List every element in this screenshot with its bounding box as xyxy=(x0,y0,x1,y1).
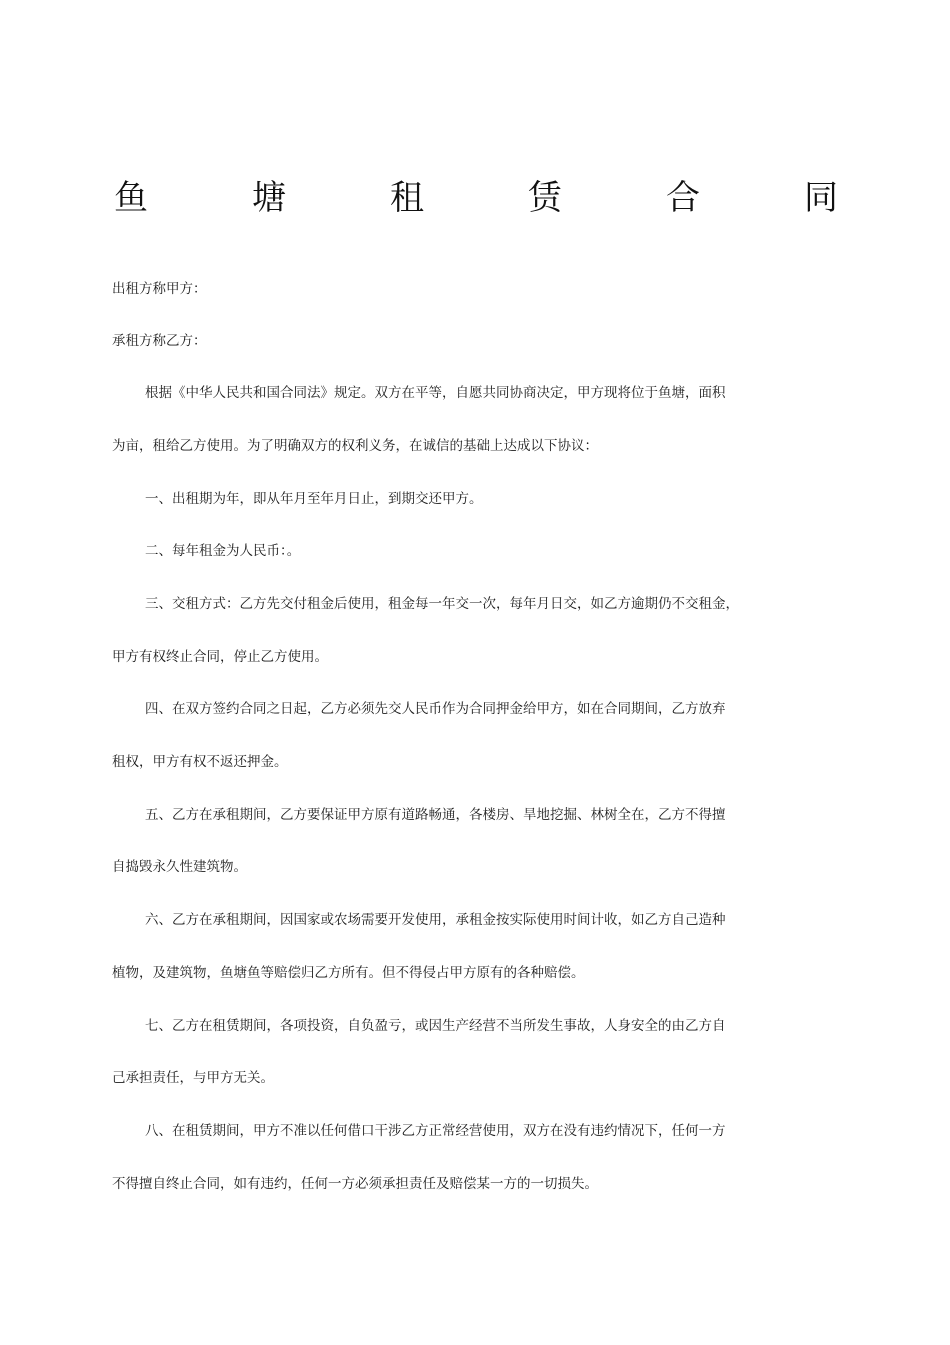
clause-5-line-1: 五、乙方在承租期间，乙方要保证甲方原有道路畅通，各楼房、旱地挖掘、林树全在，乙方不得擅 xyxy=(145,807,726,823)
clause-6-line-2: 植物，及建筑物，鱼塘鱼等赔偿归乙方所有。但不得侵占甲方原有的各种赔偿。 xyxy=(112,965,585,981)
title-char: 租 xyxy=(390,178,424,218)
clause-7-line-2: 己承担责任，与甲方无关。 xyxy=(112,1070,274,1086)
clause-4-line-2: 租权，甲方有权不返还押金。 xyxy=(112,754,288,770)
title-char: 合 xyxy=(666,178,700,218)
clause-1: 一、出租期为年，即从年月至年月日止，到期交还甲方。 xyxy=(145,491,483,507)
lessee-line: 承租方称乙方： xyxy=(112,333,207,349)
clause-8-line-2: 不得擅自终止合同，如有违约，任何一方必须承担责任及赔偿某一方的一切损失。 xyxy=(112,1176,598,1192)
clause-3-line-2: 甲方有权终止合同，停止乙方使用。 xyxy=(112,649,328,665)
document-title xyxy=(114,172,838,224)
preamble-line-2: 为亩，租给乙方使用。为了明确双方的权利义务，在诚信的基础上达成以下协议： xyxy=(112,438,598,454)
title-char: 鱼 xyxy=(114,178,148,218)
clause-6-line-1: 六、乙方在承租期间，因国家或农场需要开发使用，承租金按实际使用时间计收，如乙方自己造种 xyxy=(145,912,726,928)
clause-4-line-1: 四、在双方签约合同之日起，乙方必须先交人民币作为合同押金给甲方，如在合同期间，乙方放弃 xyxy=(145,701,726,717)
clause-8-line-1: 八、在租赁期间，甲方不准以任何借口干涉乙方正常经营使用，双方在没有违约情况下，任何一方 xyxy=(145,1123,726,1139)
clause-2: 二、每年租金为人民币：。 xyxy=(145,543,301,559)
clause-7-line-1: 七、乙方在租赁期间，各项投资，自负盈亏，或因生产经营不当所发生事故，人身安全的由乙方自 xyxy=(145,1018,726,1034)
preamble-line-1: 根据《中华人民共和国合同法》规定。双方在平等，自愿共同协商决定，甲方现将位于鱼塘，面积 xyxy=(145,385,726,401)
clause-3-line-1: 三、交租方式：乙方先交付租金后使用，租金每一年交一次，每年月日交，如乙方逾期仍不交租金， xyxy=(145,596,739,612)
title-char: 塘 xyxy=(252,178,286,218)
lessor-line: 出租方称甲方： xyxy=(112,281,207,297)
title-char: 同 xyxy=(804,178,838,218)
title-char: 赁 xyxy=(528,178,562,218)
clause-5-line-2: 自捣毁永久性建筑物。 xyxy=(112,859,247,875)
